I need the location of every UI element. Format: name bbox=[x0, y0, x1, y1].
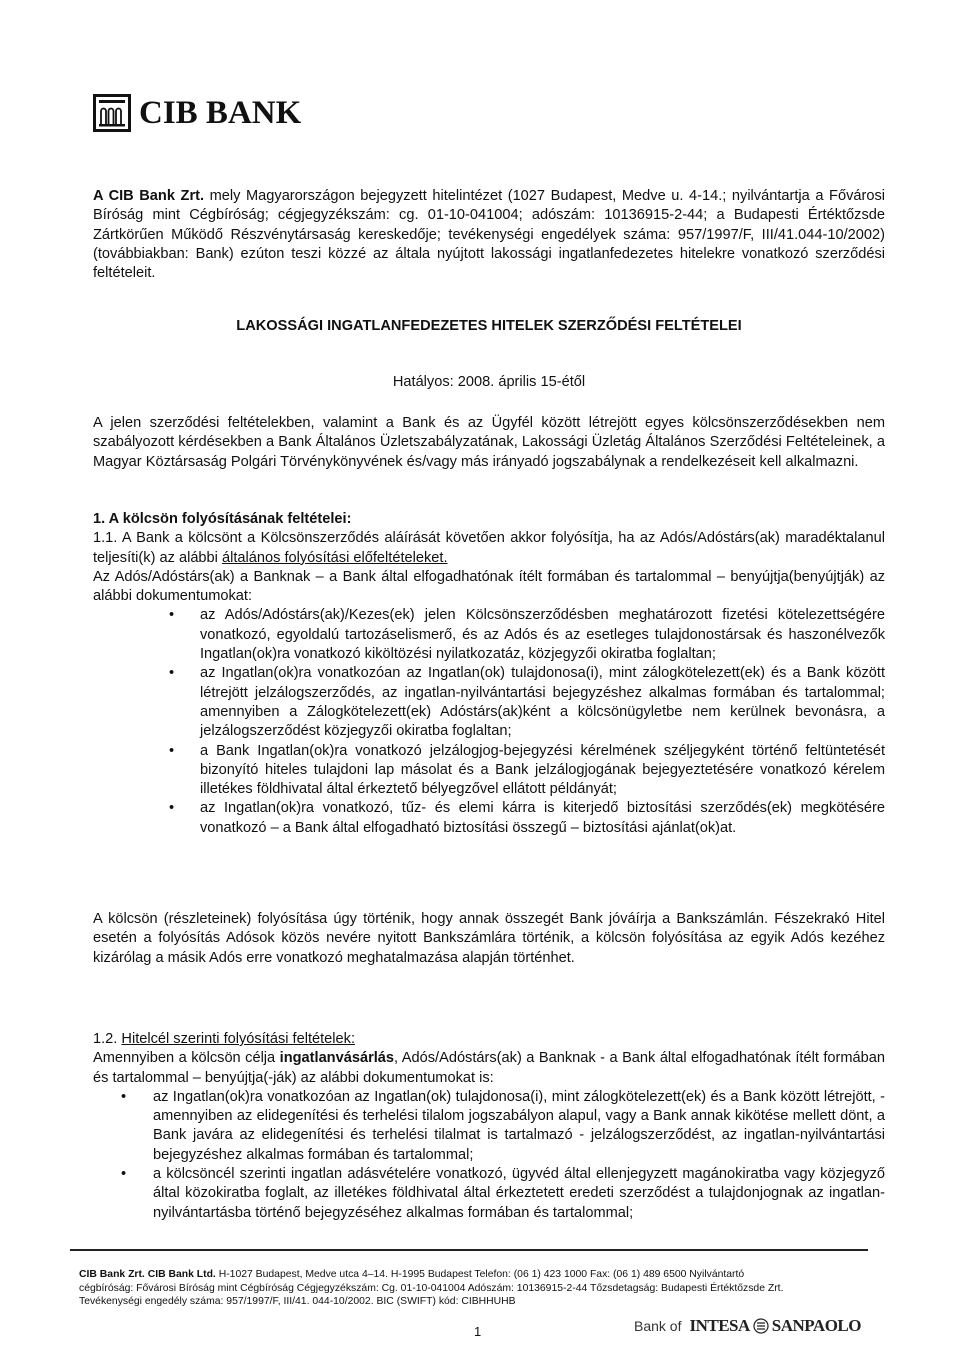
list-item bbox=[93, 664, 885, 741]
intesa-sanpaolo-logo bbox=[634, 1316, 861, 1336]
disbursement-paragraph: A kölcsön (részleteinek) folyósítása úgy történik, hogy annak összegét Bank jóváírja a Bankszámlán. Fészekrakó Hitel esetén a folyósítás Adósok közös nevére nyitott Bankszámlára történik, a kölcsön folyósítása az egyik Adós kezéhez kizárólag a másik Adós erre vonatkozó meghatalmazása alapján történhet. bbox=[93, 911, 885, 966]
bullet-icon: • bbox=[169, 607, 175, 624]
section-1-2-number: 1.2. bbox=[93, 1031, 118, 1047]
list-item-text: az Ingatlan(ok)ra vonatkozó, tűz- és elemi kárra is kiterjedő biztosítási szerződés(ek) megkötésére vonatkozó – a Bank által elfogadható biztosítási összegű – biztosítási ajánlat(ok)at. bbox=[200, 800, 885, 836]
logo-wordmark: CIB BANK bbox=[139, 95, 302, 131]
footer bbox=[79, 1268, 899, 1309]
list-item-text: a kölcsöncél szerinti ingatlan adásvételére vonatkozó, ügyvéd által ellenjegyzett magánokiratba vagy közjegyző által közokiratba foglalt, az illetékes földhivatal által érkeztetett eredeti szerződést a tulajdonjognak az ingatlan-nyilvántartásba történő bejegyzéséhez alkalmas formában és tartalommal; bbox=[153, 1166, 885, 1221]
bullet-icon: • bbox=[121, 1088, 127, 1105]
general-paragraph: A jelen szerződési feltételekben, valamint a Bank és az Ügyfél között létrejött egyes kölcsönszerződésekben nem szabályozott kérdésekben a Bank Általános Üzletszabályzatának, Lakossági Üzletág Általános Szerződési Feltételeinek, a Magyar Köztársaság Polgári Törvénykönyvének és/vagy más irányadó jogszabálynak a rendelkezéseit kell alkalmazni. bbox=[93, 415, 885, 470]
cib-logo-icon bbox=[93, 94, 131, 132]
clause-1-1-text: 1.1. A Bank a kölcsönt a Kölcsönszerződés aláírását követően akkor folyósítja, ha az Adós/Adóstárs(ak) maradéktalanul teljesíti(k) az alábbi bbox=[93, 530, 885, 566]
purpose-bold: ingatlanvásárlás bbox=[279, 1050, 395, 1067]
list-item bbox=[93, 799, 885, 838]
section-1-2-bullet-list bbox=[93, 1088, 885, 1223]
effective-date: Hatályos: 2008. április 15-étől bbox=[392, 374, 586, 390]
intro-company-name: A CIB Bank Zrt. bbox=[93, 188, 205, 204]
section-1-2-heading bbox=[93, 1030, 885, 1049]
bullet-icon: • bbox=[169, 665, 175, 682]
sanpaolo-wordmark: SANPAOLO bbox=[771, 1316, 861, 1335]
section-1-2-intro bbox=[93, 1049, 885, 1088]
section-1-bullet-list bbox=[93, 606, 885, 838]
bullet-icon: • bbox=[121, 1166, 127, 1183]
section-1 bbox=[93, 510, 885, 838]
page-number: 1 bbox=[474, 1324, 482, 1339]
section-1-2-intro-text: Amennyiben a kölcsön célja bbox=[93, 1050, 280, 1067]
footer-divider bbox=[70, 1249, 868, 1251]
list-item bbox=[93, 742, 885, 800]
bank-of-label: Bank of bbox=[634, 1318, 682, 1334]
footer-line-2: cégbíróság: Fővárosi Bíróság mint Cégbíróság Cégjegyzékszám: Cg. 01-10-041004 Adószám: 10136915-2-44 Tőzsdetagság: Budapesti Értéktőzsde Zrt. bbox=[79, 1282, 784, 1294]
clause-1-1 bbox=[93, 529, 885, 568]
intesa-wordmark: INTESA bbox=[689, 1316, 750, 1335]
list-item-text: az Ingatlan(ok)ra vonatkozóan az Ingatlan(ok) tulajdonosa(i), mint zálogkötelezett(ek) és a Bank között létrejött, - amennyiben az elidegenítési és terhelési tilalom jogszabályon alapul, vagy a Bank annak kikötése mellett dönt, a Bank javára az elidegenítési és terhelési tilalmat is tartalmazó - jelzálogszerződést, az ingatlan-nyilvántartási bejegyzéshez alkalmas formában és tartalommal; bbox=[153, 1088, 885, 1163]
list-item-text: a Bank Ingatlan(ok)ra vonatkozó jelzálogjog-bejegyzési kérelmének széljegyként történő feltüntetését bizonyító hiteles tulajdoni lap másolat és a Bank jelzálogjogának bejegyeztetésére vonatkozó kérelem illetékes földhivatal által érkeztető bélyegzővel ellátott példányát; bbox=[200, 742, 885, 798]
documents-intro: Az Adós/Adóstárs(ak) a Banknak – a Bank által elfogadhatónak ítélt formában és tartalommal – benyújtja(benyújtják) az alábbi dokumentumokat: bbox=[93, 568, 885, 605]
cib-bank-logo bbox=[93, 94, 301, 132]
section-1-heading: 1. A kölcsön folyósításának feltételei: bbox=[93, 511, 352, 527]
clause-1-1-underlined: általános folyósítási előfeltételeket. bbox=[221, 549, 448, 566]
footer-address: H-1027 Budapest, Medve utca 4–14. H-1995 Budapest Telefon: (06 1) 423 1000 Fax: (06 1) 489 6500 Nyilvántartó bbox=[215, 1269, 745, 1280]
intro-paragraph bbox=[93, 187, 885, 283]
list-item bbox=[93, 1165, 885, 1223]
sanpaolo-emblem-icon bbox=[753, 1318, 769, 1334]
intro-text: mely Magyarországon bejegyzett hitelintézet (1027 Budapest, Medve u. 4-14.; nyilvántartja a Fővárosi Bíróság mint Cégbíróság; cégjegyzékszám: cg. 01-10-041004; adószám: 10136915-2-44; a Budapesti Értéktőzsde Zártkörűen Működő Részvénytársaság kereskedője; tevékenységi engedélyek száma: 957/1997/F, III/41.044-10/2002) (továbbiakban: Bank) ezúton teszi közzé az általa nyújtott lakossági ingatlanfedezetes hitelekre vonatkozó szerződési feltételeit. bbox=[93, 188, 885, 282]
section-1-2-intro-rest: , Adós/Adóstárs(ak) a Banknak - a Bank által elfogadhatónak ítélt formában és tartalommal – benyújtja(-ják) az alábbi dokumentumokat is: bbox=[93, 1050, 885, 1086]
list-item bbox=[93, 606, 885, 664]
footer-line-1 bbox=[79, 1268, 899, 1282]
footer-line-3: Tevékenységi engedély száma: 957/1997/F, III/41. 044-10/2002. BIC (SWIFT) kód: CIBHHUHB bbox=[79, 1296, 516, 1307]
document-title: LAKOSSÁGI INGATLANFEDEZETES HITELEK SZERZŐDÉSI FELTÉTELEI bbox=[236, 318, 742, 334]
section-1-2-title: Hitelcél szerinti folyósítási feltételek: bbox=[121, 1031, 355, 1047]
list-item bbox=[93, 1088, 885, 1165]
section-1-2 bbox=[93, 1030, 885, 1223]
bullet-icon: • bbox=[169, 800, 175, 817]
bullet-icon: • bbox=[169, 742, 175, 759]
list-item-text: az Ingatlan(ok)ra vonatkozóan az Ingatlan(ok) tulajdonosa(i), mint zálogkötelezett(ek) és a Bank között létrejött jelzálogszerződés, az ingatlan-nyilvántartási bejegyzéshez alkalmas formában és tartalommal; amennyiben a Zálogkötelezett(ek) Adóstárs(ak)ként a kölcsönügyletbe nem kerülnek bevonásra, a jelzálogszerződést közjegyzői okiratba foglaltan; bbox=[200, 665, 885, 740]
footer-company: CIB Bank Zrt. CIB Bank Ltd. bbox=[79, 1269, 216, 1280]
list-item-text: az Adós/Adóstárs(ak)/Kezes(ek) jelen Kölcsönszerződésben meghatározott fizetési kötelezettségére vonatkozó, egyoldalú tartozáselismerő, és az Adós és az esetleges tulajdonostársak és haszonélvezők Ingatlan(ok)ra vonatkozó kiköltözési nyilatkozatáz, közjegyzői okiratba foglaltan; bbox=[200, 607, 885, 663]
